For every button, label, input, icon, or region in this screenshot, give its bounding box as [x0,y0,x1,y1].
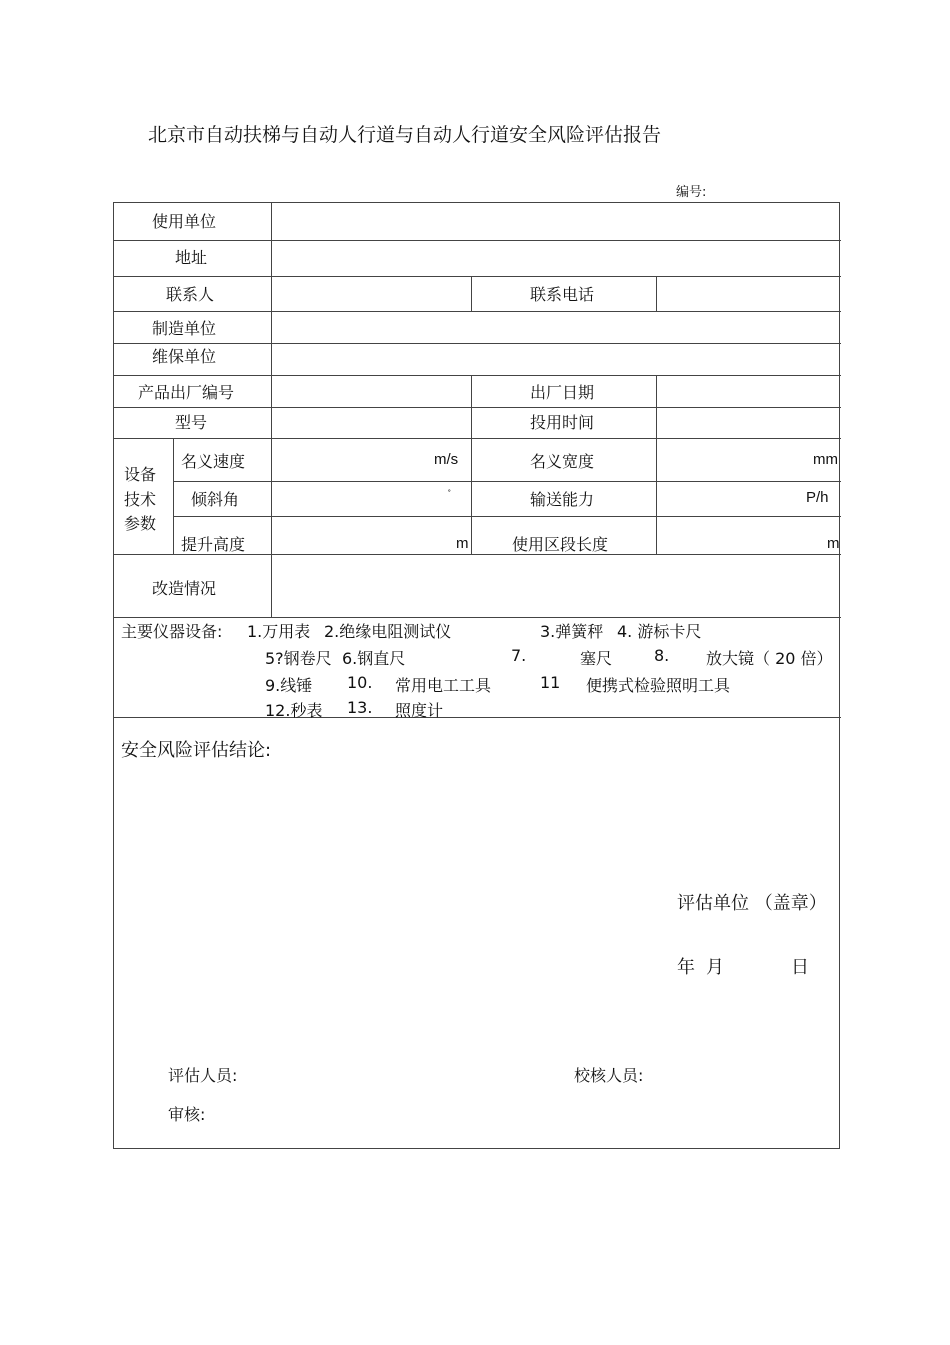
user-unit-label: 使用单位 [152,212,217,231]
rated-speed-label: 名义速度 [181,452,246,471]
equipment-item: 常用电工工具 [395,676,492,695]
capacity-unit: P/h [806,489,829,506]
row-divider [114,375,841,376]
equipment-item-number: 13. [347,698,373,717]
contact-phone-label: 联系电话 [530,285,595,304]
report-title: 北京市自动扶梯与自动人行道与自动人行道安全风险评估报告 [148,124,662,146]
equipment-item: 4. 游标卡尺 [617,622,702,641]
row-divider [173,516,841,517]
equipment-item: 塞尺 [580,649,613,668]
row-divider [173,481,841,482]
serial-number-label: 编号: [676,185,707,200]
rated-width-unit: mm [813,451,838,468]
commission-time-label: 投用时间 [530,413,595,432]
manufacturer-label: 制造单位 [152,319,217,338]
row-divider [114,617,841,618]
equipment-item: 照度计 [395,701,444,720]
equipment-item: 3.弹簧秤 [540,622,604,641]
equipment-params-label-1: 设备 [124,465,157,484]
equipment-item: 5?钢卷尺 [265,649,332,668]
col-divider [656,375,657,554]
equipment-params-label-2: 技术 [124,490,157,509]
date-month: 月 [706,957,724,978]
report-form [113,202,840,1149]
factory-date-label: 出厂日期 [530,383,595,402]
col-divider [173,438,174,554]
equipment-item-number: 7. [511,646,527,665]
equipment-item: 9.线锤 [265,676,313,695]
reviewer-label: 审核: [168,1105,206,1124]
rated-speed-unit: m/s [434,451,459,468]
factory-number-label: 产品出厂编号 [138,383,235,402]
inclination-label: 倾斜角 [191,490,240,509]
col-divider [656,276,657,311]
date-day: 日 [791,957,809,978]
equipment-item: 1.万用表 [247,622,311,641]
conclusion-label: 安全风险评估结论: [121,740,272,761]
rise-unit: m [456,535,469,552]
equipment-item-number: 8. [654,646,670,665]
assessment-unit-seal: 评估单位 （盖章） [677,893,827,914]
row-divider [114,407,841,408]
row-divider [114,438,841,439]
section-length-label: 使用区段长度 [512,535,609,554]
rated-width-label: 名义宽度 [530,452,595,471]
equipment-label: 主要仪器设备: [121,622,223,641]
section-length-unit: m [827,535,840,552]
equipment-item-number: 11 [540,673,561,692]
equipment-params-label-3: 参数 [124,514,157,533]
row-divider [114,311,841,312]
row-divider [114,276,841,277]
equipment-item-number: 10. [347,673,373,692]
assessor-label: 评估人员: [168,1066,238,1085]
row-divider [114,717,841,718]
capacity-label: 输送能力 [530,490,595,509]
renovation-label: 改造情况 [152,579,217,598]
row-divider [114,343,841,344]
model-label: 型号 [175,413,208,432]
col-divider [471,375,472,554]
inclination-unit: ˚ [448,489,451,499]
equipment-item: 放大镜（ 20 倍） [706,649,833,668]
checker-label: 校核人员: [574,1066,644,1085]
rise-label: 提升高度 [181,535,246,554]
row-divider [114,240,841,241]
maintenance-unit-label: 维保单位 [152,347,217,366]
col-divider [271,203,272,617]
contact-person-label: 联系人 [166,285,215,304]
equipment-item: 12.秒表 [265,701,323,720]
equipment-item: 便携式检验照明工具 [586,676,731,695]
equipment-item: 6.钢直尺 [342,649,406,668]
equipment-item: 2.绝缘电阻测试仪 [324,622,452,641]
address-label: 地址 [175,248,208,267]
col-divider [471,276,472,311]
date-year: 年 [677,957,695,978]
